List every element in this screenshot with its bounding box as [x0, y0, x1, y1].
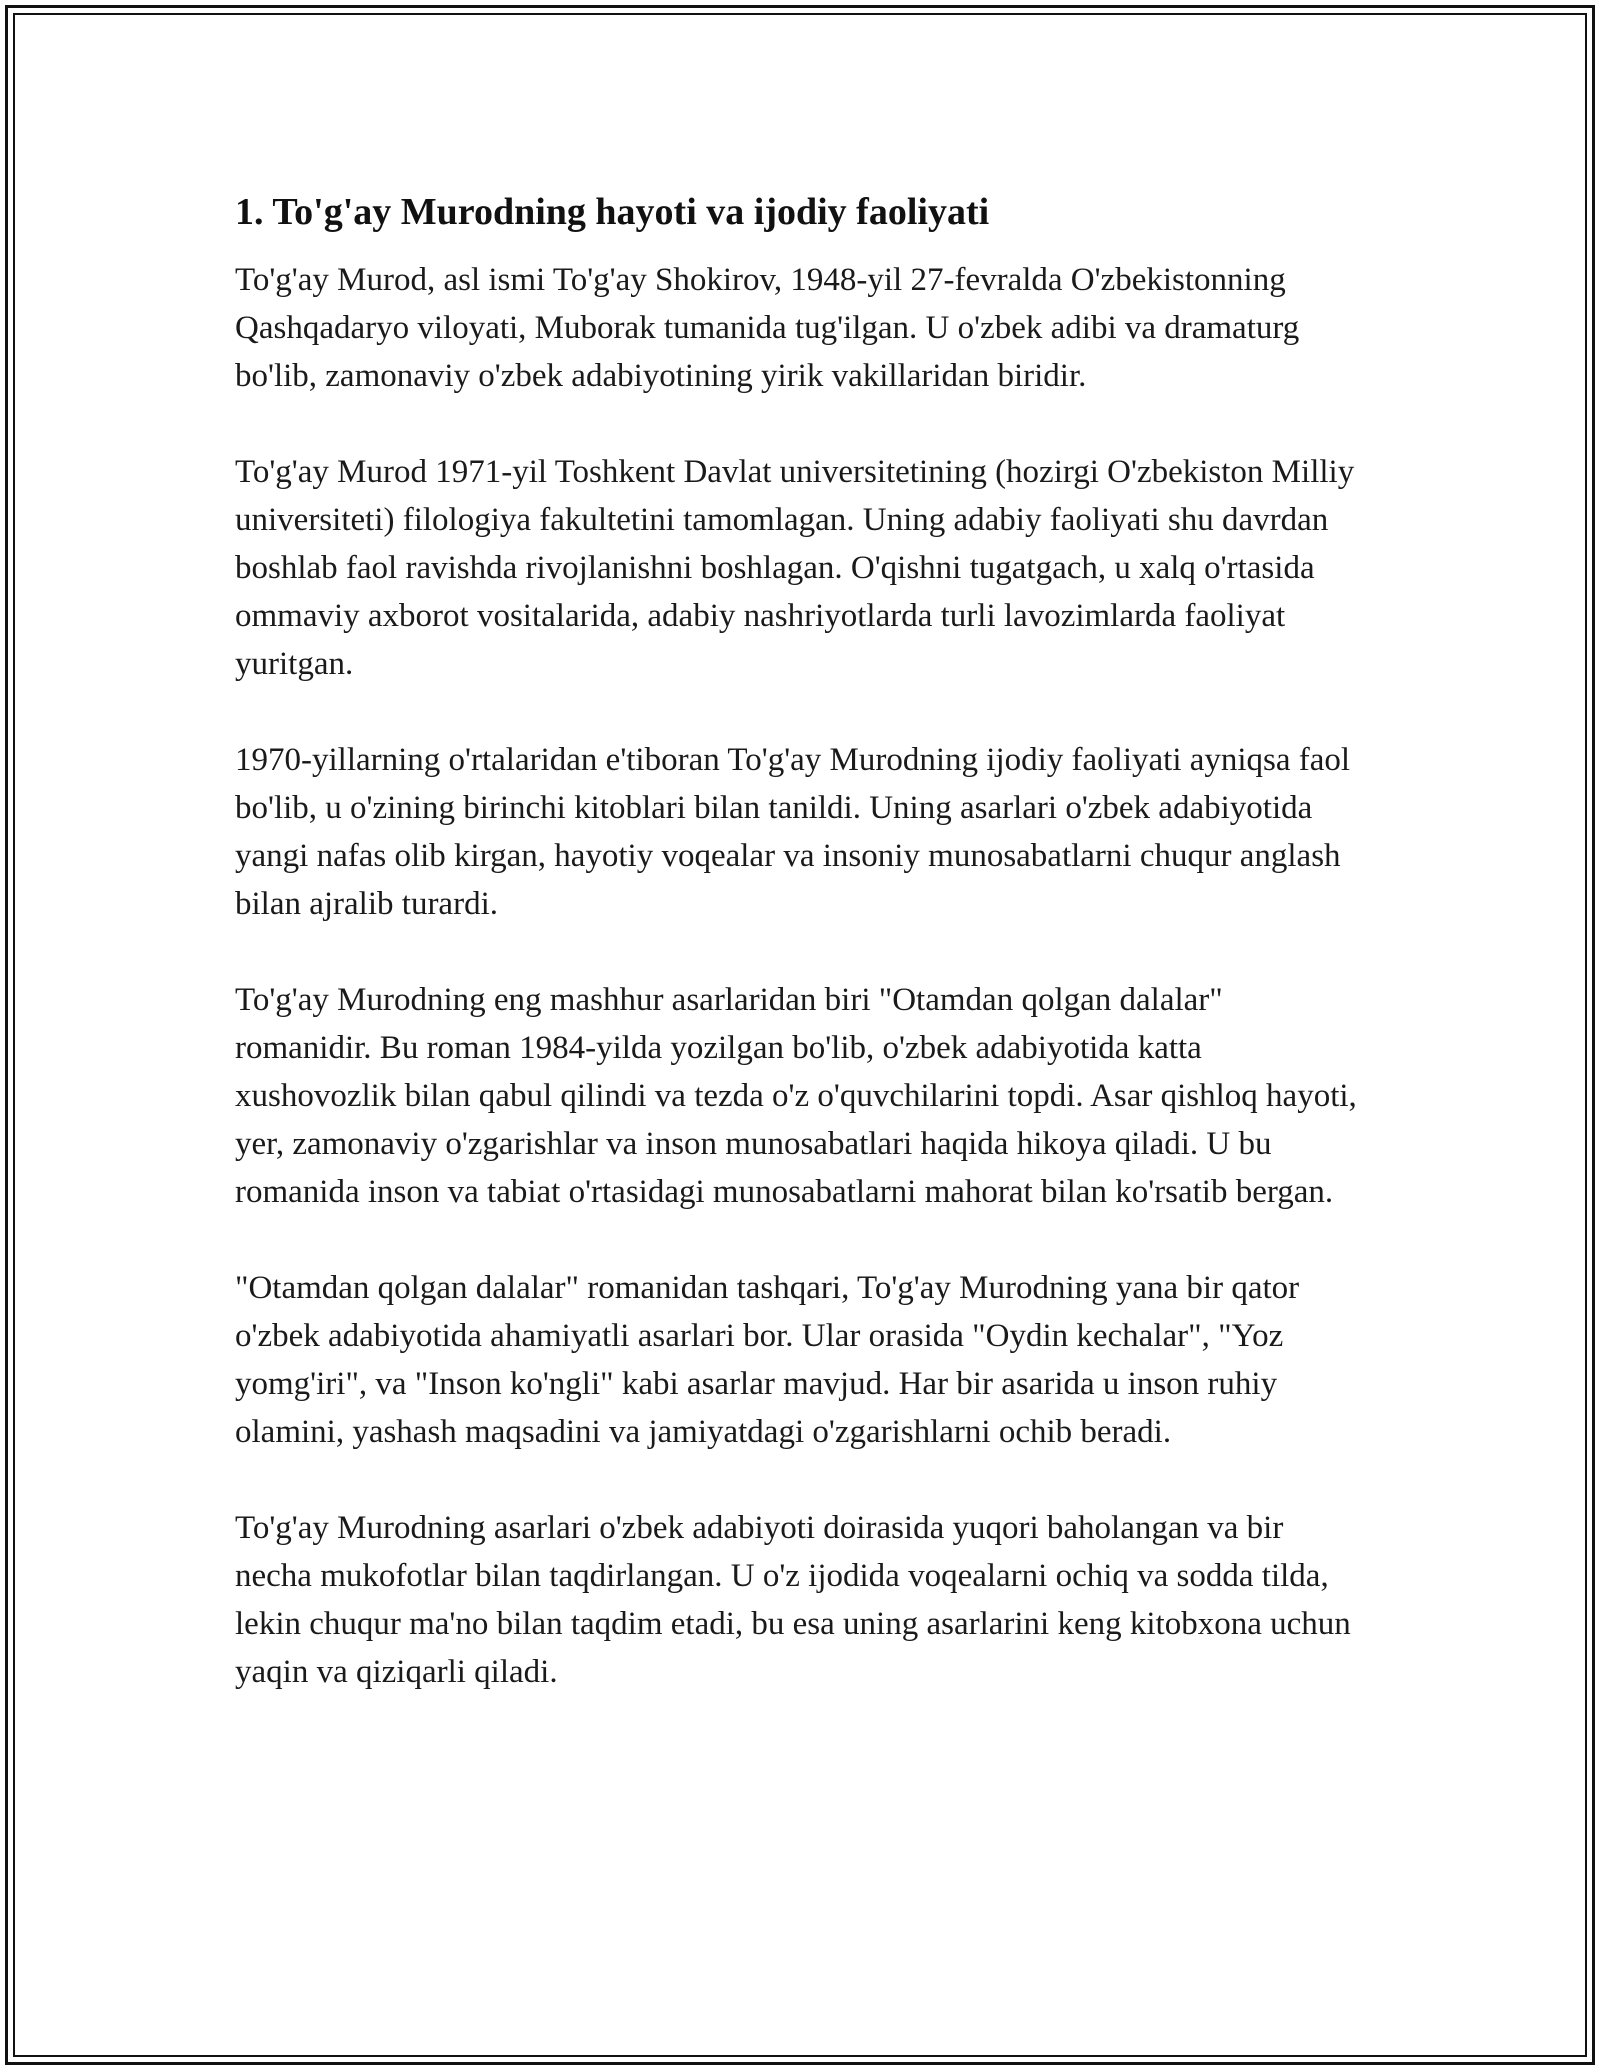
paragraph-early-career: 1970-yillarning o'rtalaridan e'tiboran To'g'ay Murodning ijodiy faoliyati ayniqsa faol bo'lib, u o'zining birinchi kitoblari bilan tanildi. Uning asarlari o'zbek adabiyotida yangi nafas olib kirgan, hayotiy voqealar va insoniy munosabatlarni chuqur anglash bilan ajralib turardi. [235, 742, 1351, 922]
paragraph-biography: To'g'ay Murod, asl ismi To'g'ay Shokirov, 1948-yil 27-fevralda O'zbekistonning Qashqadaryo viloyati, Muborak tumanida tug'ilgan. U o'zbek adibi va dramaturg bo'lib, zamonaviy o'zbek adabiyotining yirik vakillaridan biridir. [235, 262, 1300, 394]
paragraph-other-works: "Otamdan qolgan dalalar" romanidan tashqari, To'g'ay Murodning yana bir qator o'zbek adabiyotida ahamiyatli asarlari bor. Ular orasida "Oydin kechalar", "Yoz yomg'iri", va "Inson ko'ngli" kabi asarlar mavjud. Har bir asarida u inson ruhiy olamini, yashash maqsadini va jamiyatdagi o'zgarishlarni ochib beradi. [235, 1270, 1300, 1450]
paragraph-recognition: To'g'ay Murodning asarlari o'zbek adabiyoti doirasida yuqori baholangan va bir necha mukofotlar bilan taqdirlangan. U o'z ijodida voqealarni ochiq va sodda tilda, lekin chuqur ma'no bilan taqdim etadi, bu esa uning asarlarini keng kitobxona uchun yaqin va qiziqarli qiladi. [235, 1510, 1351, 1690]
paragraph-famous-novel: To'g'ay Murodning eng mashhur asarlaridan biri "Otamdan qolgan dalalar" romanidir. Bu roman 1984-yilda yozilgan bo'lib, o'zbek adabiyotida katta xushovozlik bilan qabul qilindi va tezda o'z o'quvchilarini topdi. Asar qishloq hayoti, yer, zamonaviy o'zgarishlar va inson munosabatlari haqida hikoya qiladi. U bu romanida inson va tabiat o'rtasidagi munosabatlarni mahorat bilan ko'rsatib bergan. [235, 982, 1357, 1210]
document-body [235, 188, 1365, 1744]
paragraph-education: To'g'ay Murod 1971-yil Toshkent Davlat universitetining (hozirgi O'zbekiston Milliy universiteti) filologiya fakultetini tamomlagan. Uning adabiy faoliyati shu davrdan boshlab faol ravishda rivojlanishni boshlagan. O'qishni tugatgach, u xalq o'rtasida ommaviy axborot vositalarida, adabiy nashriyotlarda turli lavozimlarda faoliyat yuritgan. [235, 454, 1355, 682]
section-heading: 1. To'g'ay Murodning hayoti va ijodiy faoliyati [235, 191, 990, 233]
